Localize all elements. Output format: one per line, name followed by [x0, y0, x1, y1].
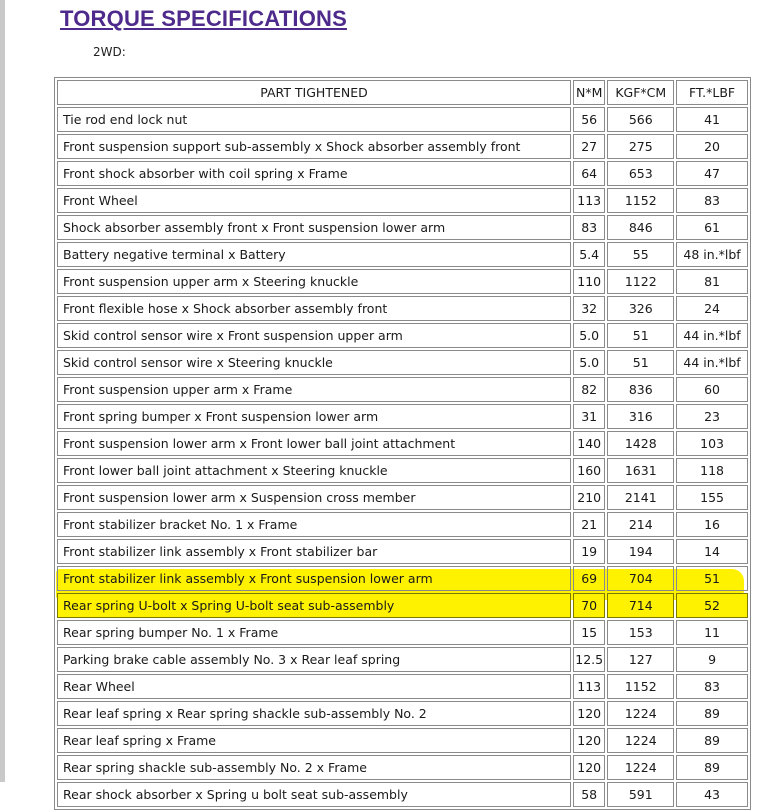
ftlbf-cell: 24	[676, 296, 748, 321]
nm-cell: 120	[573, 755, 605, 780]
table-row	[57, 782, 748, 807]
table-row	[57, 134, 748, 159]
ftlbf-cell: 9	[676, 647, 748, 672]
table-row	[57, 296, 748, 321]
kgfcm-cell: 153	[607, 620, 674, 645]
ftlbf-cell: 20	[676, 134, 748, 159]
ftlbf-cell: 41	[676, 107, 748, 132]
part-cell: Front suspension support sub-assembly x Shock absorber assembly front	[57, 134, 571, 159]
nm-cell: 120	[573, 728, 605, 753]
nm-cell: 120	[573, 701, 605, 726]
nm-cell: 12.5	[573, 647, 605, 672]
nm-cell: 27	[573, 134, 605, 159]
kgfcm-cell: 55	[607, 242, 674, 267]
kgfcm-cell: 275	[607, 134, 674, 159]
kgfcm-cell: 326	[607, 296, 674, 321]
kgfcm-cell: 51	[607, 350, 674, 375]
nm-cell: 64	[573, 161, 605, 186]
table-row	[57, 701, 748, 726]
ftlbf-cell: 60	[676, 377, 748, 402]
part-cell: Rear leaf spring x Rear spring shackle sub-assembly No. 2	[57, 701, 571, 726]
column-header-ftlbf: FT.*LBF	[676, 80, 748, 105]
nm-cell: 69	[573, 566, 605, 591]
kgfcm-cell: 653	[607, 161, 674, 186]
kgfcm-cell: 1152	[607, 188, 674, 213]
ftlbf-cell: 43	[676, 782, 748, 807]
kgfcm-cell: 836	[607, 377, 674, 402]
ftlbf-cell: 14	[676, 539, 748, 564]
part-cell: Front lower ball joint attachment x Steering knuckle	[57, 458, 571, 483]
table-row	[57, 674, 748, 699]
nm-cell: 58	[573, 782, 605, 807]
ftlbf-cell: 103	[676, 431, 748, 456]
kgfcm-cell: 1428	[607, 431, 674, 456]
part-cell: Front shock absorber with coil spring x Frame	[57, 161, 571, 186]
kgfcm-cell: 1224	[607, 728, 674, 753]
nm-cell: 113	[573, 674, 605, 699]
part-cell: Front suspension lower arm x Suspension cross member	[57, 485, 571, 510]
ftlbf-cell: 89	[676, 701, 748, 726]
ftlbf-cell: 51	[676, 566, 748, 591]
ftlbf-cell: 83	[676, 674, 748, 699]
part-cell: Rear spring bumper No. 1 x Frame	[57, 620, 571, 645]
table-row	[57, 188, 748, 213]
part-cell: Front stabilizer link assembly x Front suspension lower arm	[57, 566, 571, 591]
section-label: 2WD:	[93, 45, 126, 59]
table-row	[57, 431, 748, 456]
kgfcm-cell: 1224	[607, 755, 674, 780]
torque-table	[54, 77, 751, 810]
nm-cell: 82	[573, 377, 605, 402]
nm-cell: 15	[573, 620, 605, 645]
part-cell: Rear leaf spring x Frame	[57, 728, 571, 753]
ftlbf-cell: 11	[676, 620, 748, 645]
table-row	[57, 350, 748, 375]
table-row	[57, 377, 748, 402]
ftlbf-cell: 61	[676, 215, 748, 240]
part-cell: Front flexible hose x Shock absorber assembly front	[57, 296, 571, 321]
table-row	[57, 269, 748, 294]
column-header-kgfcm: KGF*CM	[607, 80, 674, 105]
kgfcm-cell: 566	[607, 107, 674, 132]
column-header-nm: N*M	[573, 80, 605, 105]
column-header-part: PART TIGHTENED	[57, 80, 571, 105]
kgfcm-cell: 704	[607, 566, 674, 591]
part-cell: Tie rod end lock nut	[57, 107, 571, 132]
kgfcm-cell: 2141	[607, 485, 674, 510]
part-cell: Rear spring shackle sub-assembly No. 2 x Frame	[57, 755, 571, 780]
ftlbf-cell: 47	[676, 161, 748, 186]
nm-cell: 210	[573, 485, 605, 510]
table-row	[57, 512, 748, 537]
part-cell: Front suspension upper arm x Frame	[57, 377, 571, 402]
part-cell: Rear spring U-bolt x Spring U-bolt seat sub-assembly	[57, 593, 571, 618]
page-left-border	[0, 0, 5, 782]
ftlbf-cell: 118	[676, 458, 748, 483]
ftlbf-cell: 83	[676, 188, 748, 213]
part-cell: Parking brake cable assembly No. 3 x Rear leaf spring	[57, 647, 571, 672]
table-row	[57, 458, 748, 483]
kgfcm-cell: 127	[607, 647, 674, 672]
ftlbf-cell: 52	[676, 593, 748, 618]
part-cell: Shock absorber assembly front x Front suspension lower arm	[57, 215, 571, 240]
table-row	[57, 539, 748, 564]
kgfcm-cell: 214	[607, 512, 674, 537]
part-cell: Front Wheel	[57, 188, 571, 213]
nm-cell: 5.4	[573, 242, 605, 267]
nm-cell: 110	[573, 269, 605, 294]
kgfcm-cell: 316	[607, 404, 674, 429]
ftlbf-cell: 44 in.*lbf	[676, 350, 748, 375]
table-row	[57, 404, 748, 429]
table-row	[57, 593, 748, 618]
part-cell: Front stabilizer bracket No. 1 x Frame	[57, 512, 571, 537]
table-row	[57, 566, 748, 591]
kgfcm-cell: 846	[607, 215, 674, 240]
table-row	[57, 485, 748, 510]
nm-cell: 32	[573, 296, 605, 321]
nm-cell: 140	[573, 431, 605, 456]
table-row	[57, 620, 748, 645]
part-cell: Front suspension upper arm x Steering knuckle	[57, 269, 571, 294]
ftlbf-cell: 89	[676, 755, 748, 780]
ftlbf-cell: 44 in.*lbf	[676, 323, 748, 348]
nm-cell: 160	[573, 458, 605, 483]
nm-cell: 83	[573, 215, 605, 240]
ftlbf-cell: 155	[676, 485, 748, 510]
part-cell: Rear shock absorber x Spring u bolt seat sub-assembly	[57, 782, 571, 807]
nm-cell: 31	[573, 404, 605, 429]
nm-cell: 5.0	[573, 350, 605, 375]
table-row	[57, 755, 748, 780]
nm-cell: 21	[573, 512, 605, 537]
table-row	[57, 242, 748, 267]
table-row	[57, 728, 748, 753]
ftlbf-cell: 48 in.*lbf	[676, 242, 748, 267]
table-row	[57, 323, 748, 348]
nm-cell: 5.0	[573, 323, 605, 348]
part-cell: Battery negative terminal x Battery	[57, 242, 571, 267]
kgfcm-cell: 1224	[607, 701, 674, 726]
nm-cell: 19	[573, 539, 605, 564]
table-row	[57, 107, 748, 132]
kgfcm-cell: 591	[607, 782, 674, 807]
part-cell: Skid control sensor wire x Front suspension upper arm	[57, 323, 571, 348]
kgfcm-cell: 1631	[607, 458, 674, 483]
part-cell: Front spring bumper x Front suspension lower arm	[57, 404, 571, 429]
table-header-row	[57, 80, 748, 105]
ftlbf-cell: 81	[676, 269, 748, 294]
kgfcm-cell: 714	[607, 593, 674, 618]
part-cell: Front stabilizer link assembly x Front stabilizer bar	[57, 539, 571, 564]
page-title: TORQUE SPECIFICATIONS	[60, 6, 347, 31]
kgfcm-cell: 1152	[607, 674, 674, 699]
part-cell: Rear Wheel	[57, 674, 571, 699]
nm-cell: 56	[573, 107, 605, 132]
part-cell: Front suspension lower arm x Front lower ball joint attachment	[57, 431, 571, 456]
nm-cell: 70	[573, 593, 605, 618]
nm-cell: 113	[573, 188, 605, 213]
kgfcm-cell: 194	[607, 539, 674, 564]
kgfcm-cell: 51	[607, 323, 674, 348]
part-cell: Skid control sensor wire x Steering knuckle	[57, 350, 571, 375]
table-row	[57, 161, 748, 186]
table-row	[57, 215, 748, 240]
kgfcm-cell: 1122	[607, 269, 674, 294]
ftlbf-cell: 16	[676, 512, 748, 537]
ftlbf-cell: 89	[676, 728, 748, 753]
ftlbf-cell: 23	[676, 404, 748, 429]
table-row	[57, 647, 748, 672]
